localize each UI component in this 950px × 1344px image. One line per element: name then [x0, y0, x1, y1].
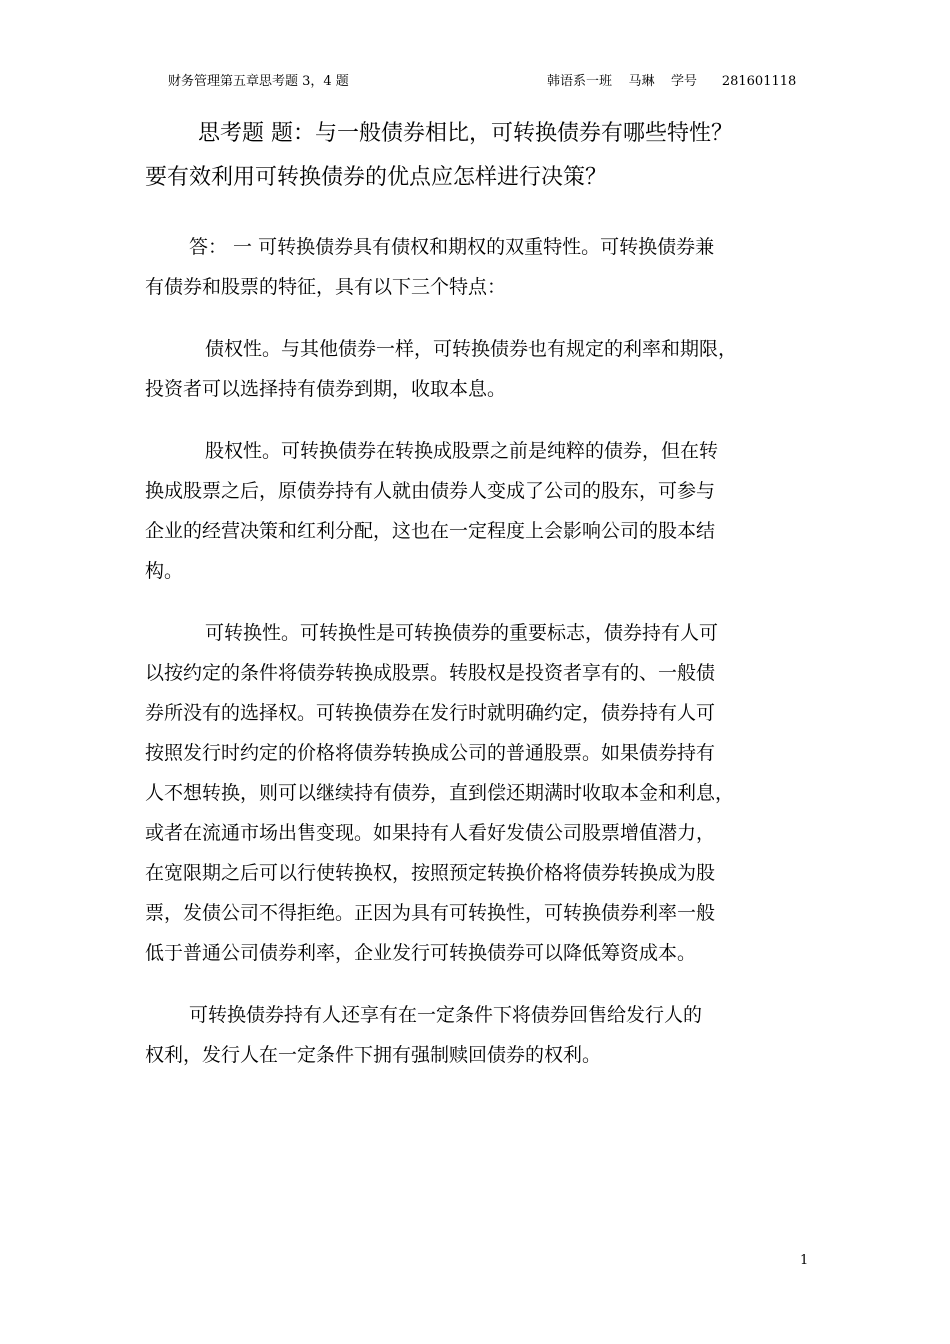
paragraph-line: 构。: [145, 560, 184, 582]
paragraph-line: 人不想转换，则可以继续持有债券，直到偿还期满时收取本金和利息，: [145, 782, 735, 804]
paragraph-line: 企业的经营决策和红利分配，这也在一定程度上会影响公司的股本结: [145, 520, 716, 542]
paragraph-line: 券所没有的选择权。可转换债券在发行时就明确约定，债券持有人可: [145, 702, 716, 724]
question-line-2: 要有效利用可转换债券的优点应怎样进行决策？: [145, 165, 608, 190]
paragraph-line: 债权性。与其他债券一样，可转换债券也有规定的利率和期限，: [205, 338, 738, 360]
debt-feature-paragraph: [145, 329, 807, 409]
paragraph-line: 以按约定的条件将债券转换成股票。转股权是投资者享有的、一般债: [145, 662, 716, 684]
page-number: 1: [800, 1253, 809, 1268]
paragraph-line: 可转换性。可转换性是可转换债券的重要标志，债券持有人可: [205, 622, 719, 644]
equity-feature-paragraph: [145, 431, 807, 591]
paragraph-line: 按照发行时约定的价格将债券转换成公司的普通股票。如果债券持有: [145, 742, 716, 764]
paragraph-line: 票，发债公司不得拒绝。正因为具有可转换性，可转换债券利率一般: [145, 902, 716, 924]
question-line-1: 思考题 题：与一般债券相比，可转换债券有哪些特性？: [198, 121, 733, 146]
document-body: [145, 112, 807, 1097]
question-heading: [145, 112, 807, 200]
paragraph-line: 答： 一 可转换债券具有债权和期权的双重特性。可转换债券兼: [189, 236, 715, 258]
paragraph-line: 低于普通公司债券利率，企业发行可转换债券可以降低筹资成本。: [145, 942, 697, 964]
answer-intro-paragraph: [145, 227, 807, 307]
paragraph-line: 投资者可以选择持有债券到期，收取本息。: [145, 378, 507, 400]
header-student-info: 韩语系一班 马琳 学号 281601118: [547, 74, 797, 89]
paragraph-line: 有债券和股票的特征，具有以下三个特点：: [145, 276, 507, 298]
paragraph-line: 股权性。可转换债券在转换成股票之前是纯粹的债券，但在转: [205, 440, 719, 462]
header-course-title: 财务管理第五章思考题 3，4 题: [168, 74, 349, 89]
put-call-rights-paragraph: [145, 995, 807, 1075]
paragraph-line: 可转换债券持有人还享有在一定条件下将债券回售给发行人的: [189, 1004, 703, 1026]
paragraph-line: 权利，发行人在一定条件下拥有强制赎回债券的权利。: [145, 1044, 602, 1066]
convertibility-feature-paragraph: [145, 613, 807, 973]
paragraph-line: 换成股票之后，原债券持有人就由债券人变成了公司的股东，可参与: [145, 480, 716, 502]
paragraph-line: 在宽限期之后可以行使转换权，按照预定转换价格将债券转换成为股: [145, 862, 716, 884]
paragraph-line: 或者在流通市场出售变现。如果持有人看好发债公司股票增值潜力，: [145, 822, 716, 844]
